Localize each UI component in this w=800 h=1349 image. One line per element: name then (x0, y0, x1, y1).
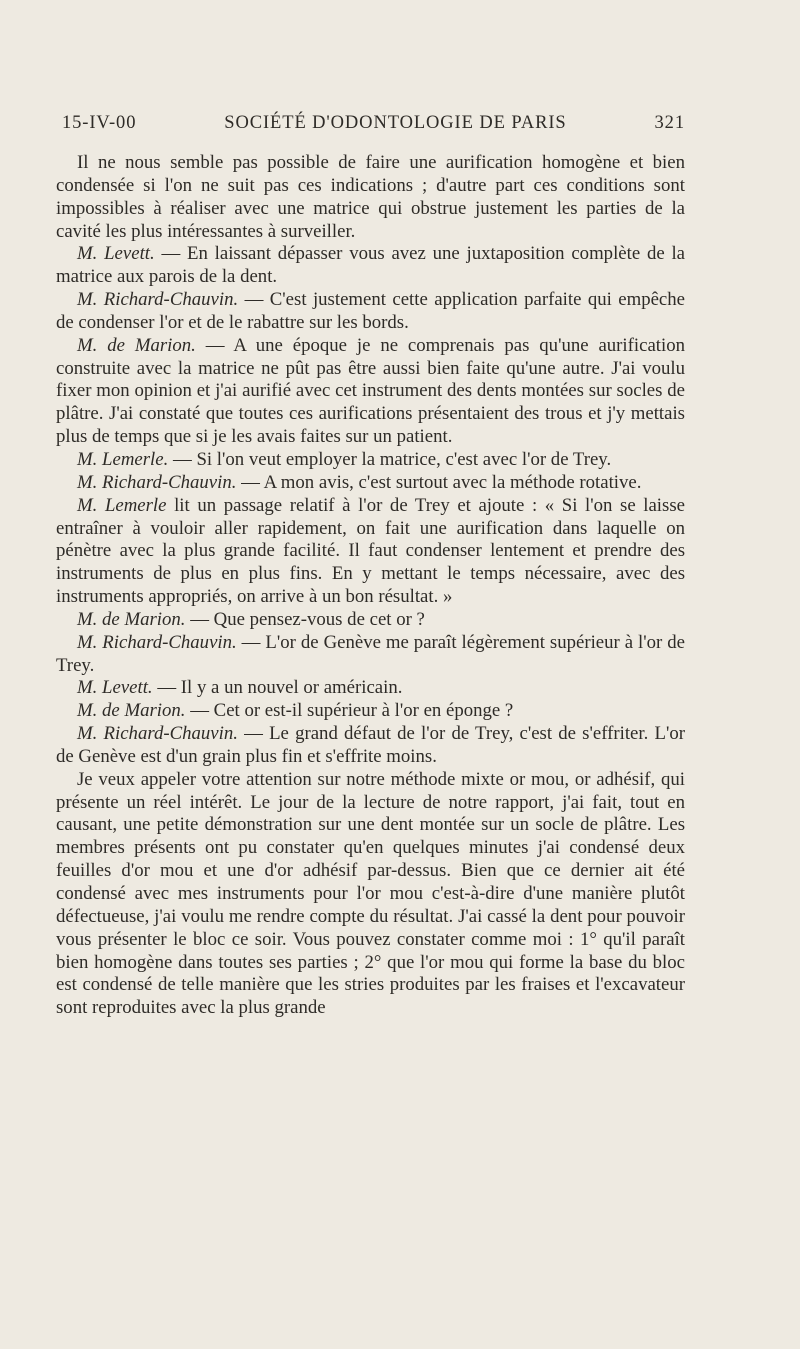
body-text (56, 152, 685, 1020)
paragraph (56, 700, 685, 723)
paragraph-text: Je veux appeler votre attention sur notre méthode mixte or mou, or adhésif, qui présente un réel intérêt. Le jour de la lecture de notre rapport, j'ai fait, tout en causant, une petite démonstration sur une dent montée sur un socle de plâtre. Les membres présents ont pu constater qu'en quelques minutes j'ai condensé deux feuilles d'or mou et une d'or adhésif par-dessus. Bien que ce dernier ait été condensé avec mes instruments pour l'or mou c'est-à-dire d'une manière plutôt défectueuse, j'ai voulu me rendre compte du résultat. J'ai cassé la dent pour pouvoir vous présenter le bloc ce soir. Vous pouvez constater comme moi : 1° qu'il paraît bien homogène dans toutes ses parties ; 2° que l'or mou qui forme la base du bloc est condensé de telle manière que les stries produites par les fraises et l'excavateur sont reproduites avec la plus grande (56, 768, 685, 1019)
paragraph-text: — Il y a un nouvel or américain. (152, 677, 403, 699)
page-number: 321 (654, 113, 685, 133)
speaker-name: M. Richard-Chauvin. (77, 471, 237, 493)
running-head (62, 113, 685, 141)
paragraph-text: — C'est justement cette application parfaite qui empêche de condenser l'or et de le rabattre sur les bords. (56, 289, 685, 333)
speaker-name: M. Levett. (77, 677, 153, 699)
issue-date: 15-IV-00 (62, 113, 137, 133)
paragraph (56, 152, 685, 243)
speaker-name: M. Richard-Chauvin. (77, 723, 238, 745)
paragraph (56, 609, 685, 632)
paragraph (56, 495, 685, 609)
paragraph (56, 472, 685, 495)
paragraph-text: — En laissant dépasser vous avez une juxtaposition complète de la matrice aux parois de la dent. (56, 243, 685, 288)
paragraph-text: — A une époque je ne comprenais pas qu'une aurification construite avec la matrice ne pût pas être aussi bien faite qu'une autre. J'ai voulu fixer mon opinion et j'ai aurifié avec cet instrument des dents montées sur socles de plâtre. J'ai constaté que toutes ces aurifications présentaient des trous et j'y mettais plus de temps que si je les avais faites sur un patient. (56, 334, 686, 448)
journal-title: SOCIÉTÉ D'ODONTOLOGIE DE PARIS (224, 113, 567, 133)
paragraph-text: Il ne nous semble pas possible de faire une aurification homogène et bien condensée si l'on ne suit pas ces indications ; d'autre part ces conditions sont impossibles à réaliser avec une matrice qui obstrue justement les parties de la cavité les plus intéressantes à surveiller. (56, 152, 685, 242)
paragraph (56, 289, 685, 335)
paragraph (56, 335, 685, 449)
speaker-name: M. de Marion. (77, 700, 186, 722)
speaker-name: M. Richard-Chauvin. (77, 289, 239, 311)
paragraph (56, 632, 685, 678)
paragraph (56, 723, 685, 769)
speaker-name: M. Levett. (77, 243, 155, 265)
paragraph-text: — A mon avis, c'est surtout avec la méthode rotative. (236, 471, 642, 493)
speaker-name: M. de Marion. (77, 608, 186, 630)
paragraph-text: — L'or de Genève me paraît légèrement supérieur à l'or de Trey. (56, 631, 685, 676)
speaker-name: M. Lemerle (77, 494, 167, 516)
paragraph-text: — Si l'on veut employer la matrice, c'est avec l'or de Trey. (168, 448, 612, 470)
paragraph (56, 243, 685, 289)
paragraph-text: — Que pensez-vous de cet or ? (185, 608, 425, 630)
paragraph (56, 449, 685, 472)
speaker-name: M. Richard-Chauvin. (77, 631, 237, 653)
speaker-name: M. Lemerle. (77, 448, 169, 470)
paragraph (56, 769, 685, 1020)
paragraph-text: — Cet or est-il supérieur à l'or en éponge ? (185, 700, 514, 722)
paragraph (56, 677, 685, 700)
paragraph-text: lit un passage relatif à l'or de Trey et ajoute : « Si l'on se laisse entraîner à vouloir aller rapidement, on fait une aurification dans laquelle on pénètre avec la plus grande facilité. Il faut condenser lentement et prendre des instruments de plus en plus fins. En y mettant le temps nécessaire, avec des instruments appropriés, on arrive à un bon résultat. » (56, 494, 685, 608)
paragraph-text: — Le grand défaut de l'or de Trey, c'est de s'effriter. L'or de Genève est d'un grain plus fin et s'effrite moins. (56, 723, 685, 767)
speaker-name: M. de Marion. (77, 334, 196, 356)
